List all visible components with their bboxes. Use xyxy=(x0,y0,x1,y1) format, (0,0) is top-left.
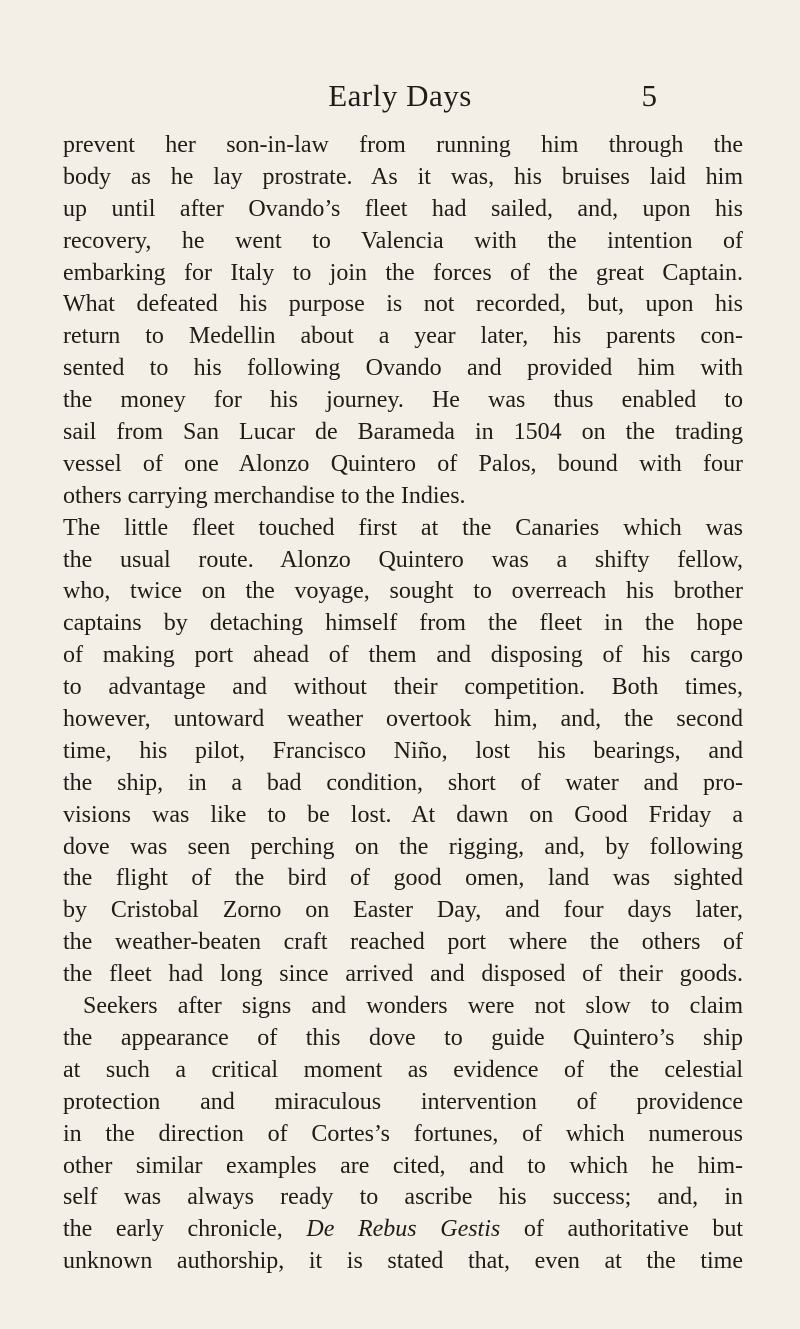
text-line: of making port ahead of them and disposing of his cargo xyxy=(63,642,743,669)
text-line: captains by detaching himself from the fleet in the hope xyxy=(63,610,743,637)
text-line: the fleet had long since arrived and disposed of their goods. xyxy=(63,961,743,988)
text-line: other similar examples are cited, and to which he him- xyxy=(63,1152,743,1179)
page-header xyxy=(0,78,800,118)
text-line: time, his pilot, Francisco Niño, lost his bearings, and xyxy=(63,737,743,764)
text-line: return to Medellin about a year later, his parents con- xyxy=(63,323,743,350)
text-line: in the direction of Cortes’s fortunes, of which numerous xyxy=(63,1120,743,1147)
text-line-with-italic xyxy=(63,1214,743,1246)
text-line: at such a critical moment as evidence of the celestial xyxy=(63,1056,743,1083)
page-number: 5 xyxy=(641,78,657,113)
text-line: the appearance of this dove to guide Quintero’s ship xyxy=(63,1024,743,1051)
text-line: sail from San Lucar de Barameda in 1504 on the trading xyxy=(63,419,743,446)
text-line: the ship, in a bad condition, short of water and pro- xyxy=(63,769,743,796)
text-line: the money for his journey. He was thus enabled to xyxy=(63,387,743,414)
text-line: self was always ready to ascribe his success; and, in xyxy=(63,1184,743,1211)
text-line: protection and miraculous intervention of providence xyxy=(63,1088,743,1115)
text-line: Seekers after signs and wonders were not slow to claim xyxy=(83,993,743,1020)
text-line: by Cristobal Zorno on Easter Day, and four days later, xyxy=(63,897,743,924)
text-line: to advantage and without their competition. Both times, xyxy=(63,674,743,701)
text-line: the flight of the bird of good omen, land was sighted xyxy=(63,865,743,892)
text-line: prevent her son-in-law from running him through the xyxy=(63,132,743,158)
text-line: the weather-beaten craft reached port where the others of xyxy=(63,929,743,956)
text-line: The little fleet touched first at the Canaries which was xyxy=(63,514,743,541)
text-line: unknown authorship, it is stated that, even at the time xyxy=(63,1248,743,1275)
text-line: vessel of one Alonzo Quintero of Palos, bound with four xyxy=(63,450,743,477)
text-line: recovery, he went to Valencia with the intention of xyxy=(63,227,743,254)
text-line: What defeated his purpose is not recorded, but, upon his xyxy=(63,291,743,318)
text-line: up until after Ovando’s fleet had sailed, and, upon his xyxy=(63,195,743,222)
book-title-italic: De Rebus Gestis xyxy=(306,1216,501,1243)
text-line: dove was seen perching on the rigging, and, by following xyxy=(63,833,743,860)
running-head: Early Days xyxy=(328,78,472,113)
text-line: body as he lay prostrate. As it was, his bruises laid him xyxy=(63,163,743,190)
text-line: embarking for Italy to join the forces of the great Captain. xyxy=(63,259,743,286)
body-text xyxy=(63,130,743,1278)
text-line: sented to his following Ovando and provided him with xyxy=(63,355,743,382)
text-line: visions was like to be lost. At dawn on Good Friday a xyxy=(63,801,743,828)
text-line-part: of authoritative but xyxy=(523,1216,743,1243)
text-line: who, twice on the voyage, sought to overreach his brother xyxy=(63,578,743,605)
text-line: others carrying merchandise to the Indies. xyxy=(63,482,466,509)
text-line: however, untoward weather overtook him, and, the second xyxy=(63,706,743,733)
text-line: the usual route. Alonzo Quintero was a shifty fellow, xyxy=(63,546,743,573)
text-line-part: the early chronicle, xyxy=(63,1216,283,1243)
